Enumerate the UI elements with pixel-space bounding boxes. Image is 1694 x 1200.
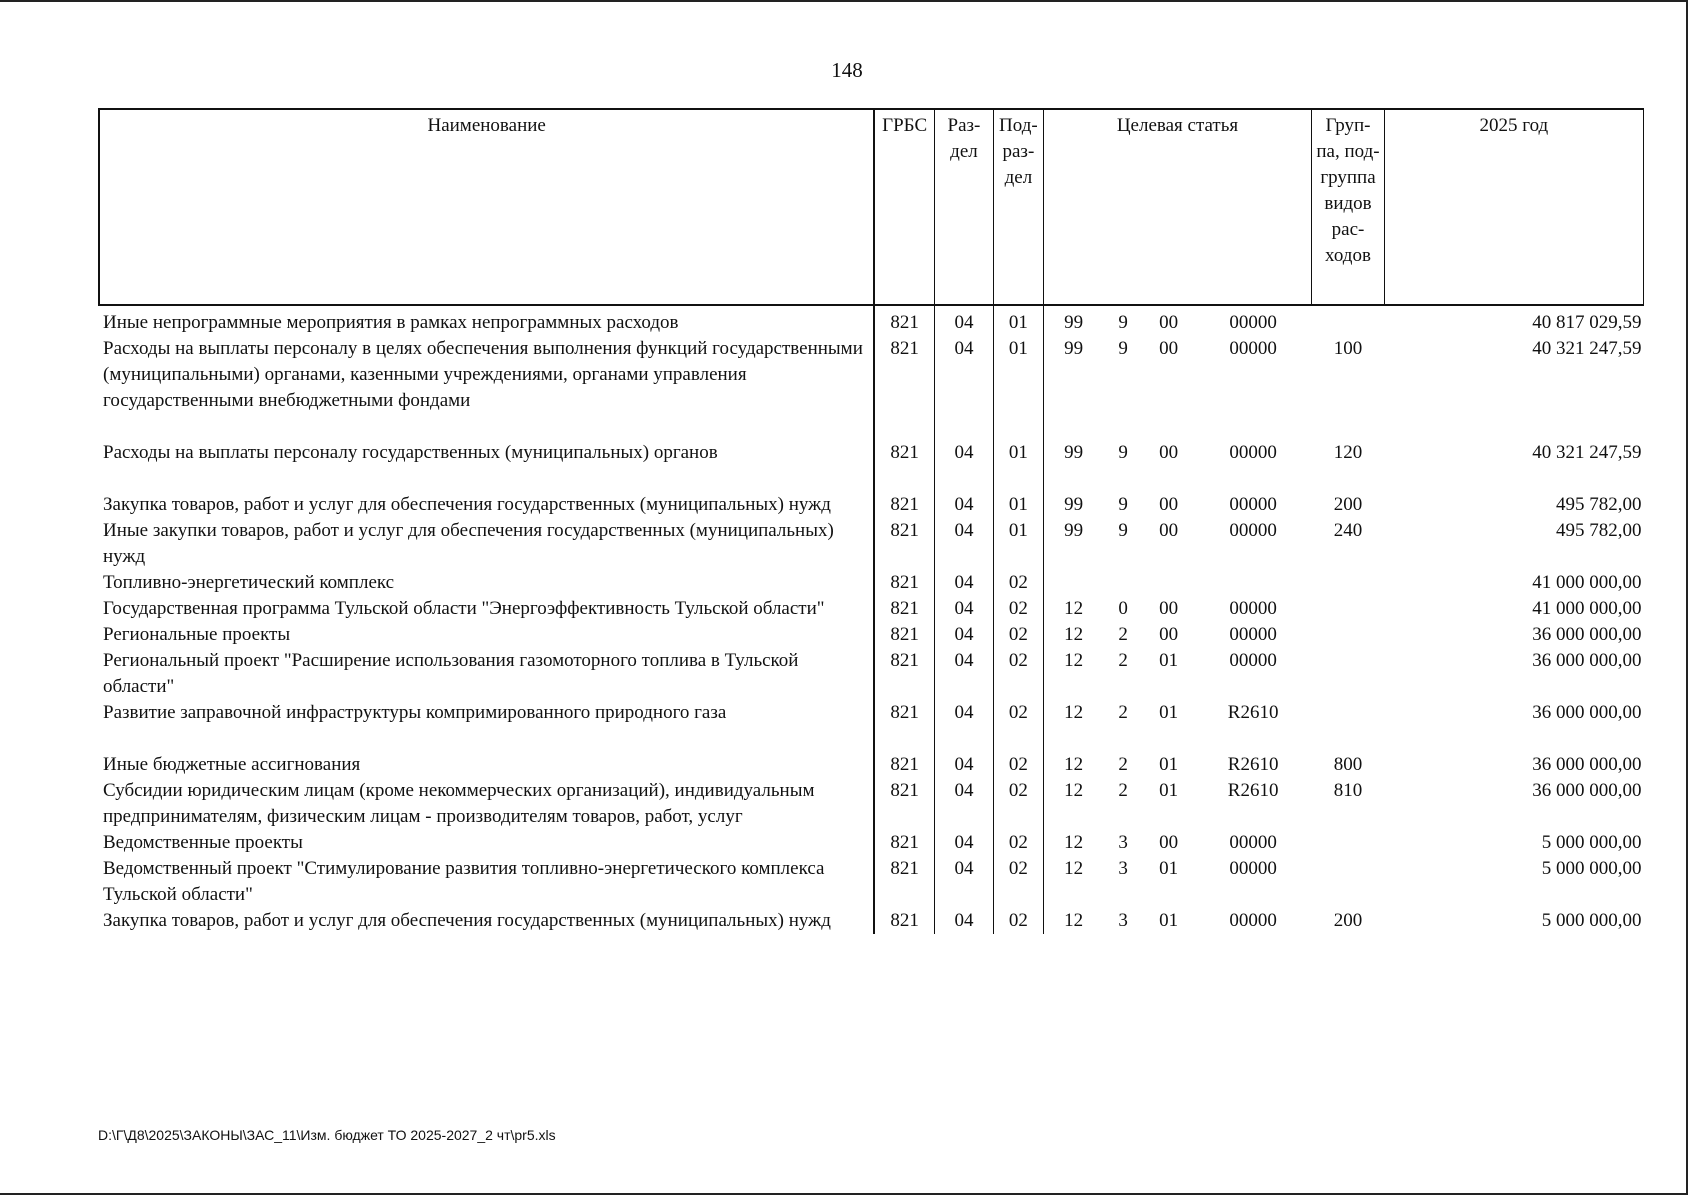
budget-table — [98, 108, 1644, 934]
row-amount-2025: 5 000 000,00 — [1541, 832, 1642, 853]
header-celevaya-statya: Целевая статья — [1043, 109, 1311, 305]
row-grbs: 821 — [874, 856, 934, 908]
row-target-subprogram: 0 — [1118, 598, 1128, 619]
row-amount-2025: 36 000 000,00 — [1532, 702, 1642, 723]
row-grbs: 821 — [874, 622, 934, 648]
row-expense-type — [1312, 856, 1385, 908]
row-expense-type: 100 — [1333, 338, 1363, 359]
spacer-cell — [1312, 414, 1385, 440]
spacer-cell — [874, 466, 934, 492]
row-amount-2025: 495 782,00 — [1556, 494, 1642, 515]
row-target-event: 00 — [1159, 312, 1179, 333]
spacer-cell — [1103, 466, 1142, 492]
row-target-subprogram: 2 — [1118, 650, 1128, 671]
spacer-cell — [934, 466, 993, 492]
row-amount-2025: 41 000 000,00 — [1532, 598, 1642, 619]
row-target-event: 00 — [1159, 442, 1179, 463]
row-target-direction: R2610 — [1227, 754, 1279, 775]
spacer-cell — [1043, 466, 1103, 492]
table-row — [99, 622, 1644, 648]
row-target-program: 99 — [1043, 518, 1103, 570]
row-razdel: 04 — [934, 305, 993, 336]
row-podrazdel: 01 — [994, 492, 1044, 518]
spacer-cell — [934, 414, 993, 440]
row-spacer — [99, 726, 1644, 752]
row-expense-type — [1312, 622, 1385, 648]
row-target-program: 99 — [1043, 336, 1103, 414]
row-target-event: 01 — [1159, 702, 1179, 723]
row-podrazdel: 02 — [994, 830, 1044, 856]
row-podrazdel: 02 — [994, 752, 1044, 778]
row-grbs: 821 — [874, 908, 934, 934]
row-name: Расходы на выплаты персоналу государственных (муниципальных) органов — [103, 442, 718, 463]
header-name: Наименование — [99, 109, 874, 305]
row-target-direction: 00000 — [1229, 624, 1277, 645]
row-amount-2025: 41 000 000,00 — [1532, 572, 1642, 593]
row-target-subprogram: 9 — [1118, 442, 1128, 463]
row-name: Расходы на выплаты персоналу в целях обеспечения выполнения функций государственными (муниципальными) органами, казенными учреждениями, органами управления государственными внебюджетными фондами — [103, 338, 863, 411]
row-target-event — [1143, 570, 1195, 596]
row-target-program: 99 — [1043, 440, 1103, 466]
header-year: 2025 год — [1384, 109, 1643, 305]
row-target-event: 01 — [1159, 780, 1179, 801]
spacer-cell — [1043, 726, 1103, 752]
spacer-cell — [1195, 414, 1312, 440]
row-target-event: 00 — [1159, 338, 1179, 359]
row-razdel: 04 — [934, 778, 993, 830]
header-razdel: Раз- дел — [934, 109, 993, 305]
row-razdel: 04 — [934, 518, 993, 570]
row-name: Закупка товаров, работ и услуг для обеспечения государственных (муниципальных) нужд — [103, 910, 831, 931]
row-razdel: 04 — [934, 596, 993, 622]
row-expense-type — [1312, 570, 1385, 596]
row-name: Иные закупки товаров, работ и услуг для обеспечения государственных (муниципальных) нужд — [103, 520, 834, 567]
row-target-program — [1043, 570, 1103, 596]
row-expense-type: 810 — [1333, 780, 1363, 801]
row-target-event: 01 — [1159, 910, 1179, 931]
row-target-subprogram: 3 — [1118, 832, 1128, 853]
row-target-program: 99 — [1043, 305, 1103, 336]
row-grbs: 821 — [874, 830, 934, 856]
row-podrazdel: 01 — [994, 440, 1044, 466]
table-header-row — [99, 109, 1644, 305]
row-amount-2025: 36 000 000,00 — [1532, 780, 1642, 801]
row-amount-2025: 40 321 247,59 — [1532, 338, 1642, 359]
spacer-cell — [1103, 726, 1142, 752]
row-target-event: 00 — [1159, 598, 1179, 619]
row-name: Иные непрограммные мероприятия в рамках непрограммных расходов — [103, 312, 679, 333]
row-target-subprogram: 9 — [1118, 520, 1128, 541]
table-row — [99, 305, 1644, 336]
table-row — [99, 336, 1644, 414]
spacer-cell — [1312, 466, 1385, 492]
row-podrazdel: 02 — [994, 648, 1044, 700]
row-razdel: 04 — [934, 440, 993, 466]
row-name: Ведомственный проект "Стимулирование развития топливно-энергетического комплекса Тульской области" — [103, 858, 825, 905]
row-target-subprogram — [1103, 570, 1142, 596]
row-target-program: 12 — [1043, 752, 1103, 778]
row-target-direction: 00000 — [1229, 858, 1277, 879]
row-amount-2025: 5 000 000,00 — [1541, 858, 1642, 879]
row-target-event: 00 — [1159, 520, 1179, 541]
spacer-cell — [994, 414, 1044, 440]
row-target-subprogram: 9 — [1118, 338, 1128, 359]
header-podrazdel: Под- раз- дел — [994, 109, 1044, 305]
row-target-direction: 00000 — [1229, 520, 1277, 541]
spacer-cell — [1143, 414, 1195, 440]
row-target-direction: 00000 — [1229, 910, 1277, 931]
row-grbs: 821 — [874, 440, 934, 466]
row-grbs: 821 — [874, 648, 934, 700]
row-podrazdel: 02 — [994, 856, 1044, 908]
row-target-direction: 00000 — [1229, 312, 1277, 333]
spacer-cell — [994, 726, 1044, 752]
row-target-program: 12 — [1043, 830, 1103, 856]
row-grbs: 821 — [874, 305, 934, 336]
spacer-cell — [99, 414, 874, 440]
row-amount-2025: 495 782,00 — [1556, 520, 1642, 541]
row-target-program: 12 — [1043, 596, 1103, 622]
row-razdel: 04 — [934, 856, 993, 908]
row-grbs: 821 — [874, 570, 934, 596]
row-razdel: 04 — [934, 908, 993, 934]
row-target-direction: 00000 — [1229, 338, 1277, 359]
row-razdel: 04 — [934, 648, 993, 700]
row-grbs: 821 — [874, 596, 934, 622]
row-podrazdel: 01 — [994, 305, 1044, 336]
row-razdel: 04 — [934, 622, 993, 648]
table-row — [99, 856, 1644, 908]
row-amount-2025: 40 817 029,59 — [1532, 312, 1642, 333]
row-expense-type: 800 — [1333, 754, 1363, 775]
row-grbs: 821 — [874, 518, 934, 570]
row-expense-type: 120 — [1333, 442, 1363, 463]
row-podrazdel: 02 — [994, 570, 1044, 596]
row-amount-2025: 36 000 000,00 — [1532, 650, 1642, 671]
row-target-direction: 00000 — [1229, 832, 1277, 853]
spacer-cell — [1384, 414, 1643, 440]
row-target-event: 01 — [1159, 754, 1179, 775]
row-expense-type: 240 — [1333, 520, 1363, 541]
row-target-event: 00 — [1159, 494, 1179, 515]
page-number: 148 — [831, 58, 863, 82]
row-podrazdel: 01 — [994, 518, 1044, 570]
row-expense-type: 200 — [1333, 910, 1363, 931]
row-razdel: 04 — [934, 336, 993, 414]
table-row — [99, 440, 1644, 466]
row-razdel: 04 — [934, 492, 993, 518]
row-name: Развитие заправочной инфраструктуры компримированного природного газа — [103, 702, 727, 723]
row-grbs: 821 — [874, 778, 934, 830]
row-amount-2025: 5 000 000,00 — [1541, 910, 1642, 931]
row-target-direction — [1195, 570, 1312, 596]
spacer-cell — [1195, 726, 1312, 752]
row-name: Субсидии юридическим лицам (кроме некоммерческих организаций), индивидуальным предпринимателям, физическим лицам - производителям товаров, работ, услуг — [103, 780, 815, 827]
table-row — [99, 778, 1644, 830]
row-target-program: 12 — [1043, 648, 1103, 700]
spacer-cell — [1384, 726, 1643, 752]
row-razdel: 04 — [934, 700, 993, 726]
spacer-cell — [99, 726, 874, 752]
row-target-program: 99 — [1043, 492, 1103, 518]
row-name: Региональный проект "Расширение использования газомоторного топлива в Тульской области" — [103, 650, 799, 697]
row-expense-type — [1312, 700, 1385, 726]
table-row — [99, 518, 1644, 570]
row-target-direction: R2610 — [1227, 702, 1279, 723]
row-grbs: 821 — [874, 700, 934, 726]
row-target-subprogram: 3 — [1118, 858, 1128, 879]
row-target-subprogram: 9 — [1118, 494, 1128, 515]
spacer-cell — [874, 414, 934, 440]
row-podrazdel: 02 — [994, 778, 1044, 830]
row-amount-2025: 36 000 000,00 — [1532, 624, 1642, 645]
row-amount-2025: 40 321 247,59 — [1532, 442, 1642, 463]
table-row — [99, 596, 1644, 622]
spacer-cell — [934, 726, 993, 752]
row-target-subprogram: 2 — [1118, 754, 1128, 775]
table-body — [99, 305, 1644, 934]
row-target-event: 00 — [1159, 624, 1179, 645]
row-target-program: 12 — [1043, 856, 1103, 908]
row-grbs: 821 — [874, 492, 934, 518]
row-target-subprogram: 2 — [1118, 702, 1128, 723]
spacer-cell — [1103, 414, 1142, 440]
row-target-direction: 00000 — [1229, 598, 1277, 619]
row-spacer — [99, 466, 1644, 492]
table-row — [99, 570, 1644, 596]
row-podrazdel: 02 — [994, 622, 1044, 648]
row-target-direction: R2610 — [1227, 780, 1279, 801]
row-target-subprogram: 3 — [1118, 910, 1128, 931]
spacer-cell — [1143, 726, 1195, 752]
row-name: Региональные проекты — [103, 624, 291, 645]
header-grbs: ГРБС — [874, 109, 934, 305]
row-target-program: 12 — [1043, 778, 1103, 830]
table-row — [99, 752, 1644, 778]
row-target-subprogram: 2 — [1118, 780, 1128, 801]
row-target-event: 01 — [1159, 858, 1179, 879]
row-target-subprogram: 9 — [1118, 312, 1128, 333]
row-target-direction: 00000 — [1229, 494, 1277, 515]
row-name: Закупка товаров, работ и услуг для обеспечения государственных (муниципальных) нужд — [103, 494, 831, 515]
row-target-event: 01 — [1159, 650, 1179, 671]
row-podrazdel: 02 — [994, 596, 1044, 622]
row-expense-type — [1312, 830, 1385, 856]
spacer-cell — [99, 466, 874, 492]
row-razdel: 04 — [934, 830, 993, 856]
row-target-program: 12 — [1043, 622, 1103, 648]
row-name: Государственная программа Тульской области "Энергоэффективность Тульской области" — [103, 598, 825, 619]
spacer-cell — [1195, 466, 1312, 492]
row-target-event: 00 — [1159, 832, 1179, 853]
row-name: Топливно-энергетический комплекс — [103, 572, 395, 593]
spacer-cell — [874, 726, 934, 752]
row-expense-type — [1312, 596, 1385, 622]
row-name: Иные бюджетные ассигнования — [103, 754, 361, 775]
row-target-subprogram: 2 — [1118, 624, 1128, 645]
spacer-cell — [1043, 414, 1103, 440]
spacer-cell — [1384, 466, 1643, 492]
row-razdel: 04 — [934, 752, 993, 778]
row-target-direction: 00000 — [1229, 442, 1277, 463]
row-expense-type — [1312, 648, 1385, 700]
row-grbs: 821 — [874, 752, 934, 778]
row-expense-type: 200 — [1333, 494, 1363, 515]
table-row — [99, 648, 1644, 700]
row-podrazdel: 01 — [994, 336, 1044, 414]
spacer-cell — [1312, 726, 1385, 752]
spacer-cell — [1143, 466, 1195, 492]
table-row — [99, 700, 1644, 726]
row-spacer — [99, 414, 1644, 440]
row-name: Ведомственные проекты — [103, 832, 303, 853]
row-expense-type — [1312, 305, 1385, 336]
row-podrazdel: 02 — [994, 700, 1044, 726]
row-target-program: 12 — [1043, 908, 1103, 934]
table-row — [99, 492, 1644, 518]
spacer-cell — [994, 466, 1044, 492]
row-target-program: 12 — [1043, 700, 1103, 726]
file-path-footer: D:\Г\Д8\2025\ЗАКОНЫ\ЗАС_11\Изм. бюджет ТО 2025-2027_2 чт\pr5.xls — [98, 1127, 556, 1143]
row-amount-2025: 36 000 000,00 — [1532, 754, 1642, 775]
header-gruppa-vidov-rashodov: Груп- па, под- группа видов рас- ходов — [1312, 109, 1385, 305]
row-grbs: 821 — [874, 336, 934, 414]
row-target-direction: 00000 — [1229, 650, 1277, 671]
table-row — [99, 830, 1644, 856]
row-razdel: 04 — [934, 570, 993, 596]
row-podrazdel: 02 — [994, 908, 1044, 934]
table-row — [99, 908, 1644, 934]
